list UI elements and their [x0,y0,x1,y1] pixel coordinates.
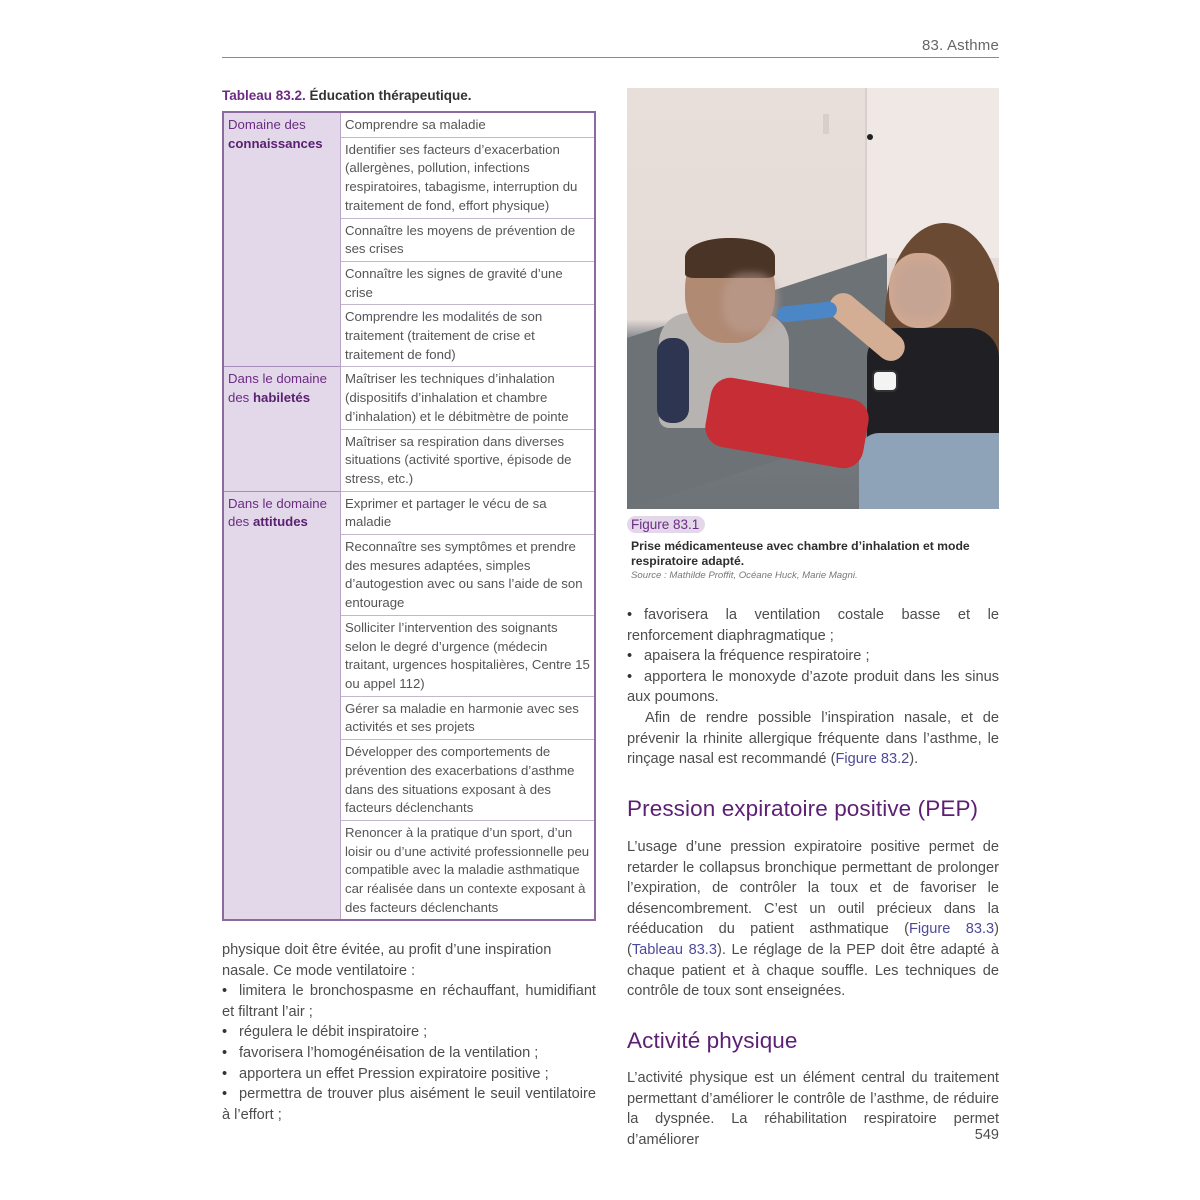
door-knob [867,134,873,140]
table-cell: Connaître les moyens de prévention de ses crises [341,218,596,261]
list-item: • favorisera l’homogénéisation de la ventilation ; [222,1043,596,1064]
table-row [223,112,595,137]
figure-caption: Prise médicamenteuse avec chambre d’inhalation et mode respiratoire adapté. [631,539,970,568]
table-number: Tableau 83.2. [222,88,306,103]
table-title [222,88,472,103]
list-item: • régulera le débit inspiratoire ; [222,1022,596,1043]
right-column-text [627,605,999,770]
bullet-icon: • [627,607,633,623]
table-cell: Reconnaître ses symptômes et prendre des mesures adaptées, simples d’autogestion avec ou sans l’aide de son entourage [341,535,596,616]
caregiver-jeans [859,433,999,509]
list-item: • permettra de trouver plus aisément le seuil ventilatoire à l’effort ; [222,1086,596,1123]
table-row [223,367,595,429]
list-item: • apaisera la fréquence respiratoire ; [627,646,999,667]
bullet-icon: • [222,1086,228,1103]
paragraph: Afin de rendre possible l’inspiration nasale, et de prévenir la rhinite allergique fréquente dans l’asthme, le rinçage nasal est recommandé (Figure 83.2). [627,709,999,768]
domain-cell-knowledge: Domaine des connaissances [223,112,341,367]
list-item: • limitera le bronchospasme en réchauffant, humidifiant et filtrant l’air ; [222,983,596,1020]
figure-label: Figure 83.1 [627,516,705,533]
table-cell: Renoncer à la pratique d’un sport, d’un loisir ou d’une activité professionnelle peu compatible avec la maladie asthmatique car réalisée dans un contexte exposant à des facteurs déclenchants [341,820,596,920]
header-rule [222,57,999,58]
bullet-icon: • [627,648,633,665]
education-table [222,111,596,921]
domain-cell-attitudes: Dans le domaine des attitudes [223,491,341,920]
table-cell: Identifier ses facteurs d’exacerbation (allergènes, pollution, infections respiratoires, tabagisme, interruption du traitement de fond, effort physique) [341,137,596,218]
child-hair [685,238,775,278]
bullet-icon: • [222,983,228,1000]
face-blur [893,260,949,320]
table-title-text: Éducation thérapeutique. [305,88,472,103]
table-cell: Exprimer et partager le vécu de sa maladie [341,491,596,534]
section-heading-pep: Pression expiratoire positive (PEP) [627,796,979,821]
bullet-icon: • [222,1065,228,1082]
watch [872,370,898,392]
bullet-icon: • [627,668,633,685]
table-cell: Maîtriser sa respiration dans diverses situations (activité sportive, épisode de stress, etc.) [341,429,596,491]
table-cell: Gérer sa maladie en harmonie avec ses activités et ses projets [341,696,596,739]
bullet-icon: • [222,1044,228,1061]
table-cell: Comprendre les modalités de son traitement (traitement de crise et traitement de fond) [341,305,596,367]
pep-paragraph: L’usage d’une pression expiratoire positive permet de retarder le collapsus bronchique permettant de prolonger l’expiration, de contrôler la toux et de favoriser le désencombrement. C’est un outil précieux dans la rééducation du patient asthmatique (Figure 83.3) (Tableau 83.3). Le réglage de la PEP doit être adapté à chaque patient et à chaque souffle. Les techniques de contrôle de toux sont enseignées. [627,839,999,1000]
figure-photo [627,88,999,509]
table-cell: Connaître les signes de gravité d’une crise [341,261,596,304]
table-cell: Maîtriser les techniques d’inhalation (dispositifs d’inhalation et chambre d’inhalation) et le débitmètre de pointe [341,367,596,429]
child-sleeve [657,338,689,423]
list-item: • favorisera la ventilation costale basse et le renforcement diaphragmatique ; [627,607,999,644]
paragraph: physique doit être évitée, au profit d’une inspiration nasale. Ce mode ventilatoire : [222,942,552,979]
light-switch [823,114,829,134]
section-heading-activity: Activité physique [627,1028,798,1053]
table-row [223,491,595,534]
list-item: • apportera un effet Pression expiratoire positive ; [222,1064,596,1085]
list-item: • apportera le monoxyde d’azote produit dans les sinus aux poumons. [627,668,999,706]
figure-source: Source : Mathilde Proffit, Océane Huck, Marie Magni. [631,570,858,581]
activity-paragraph: L’activité physique est un élément central du traitement permettant d’améliorer le contrôle de l’asthme, de réduire la dyspnée. La réhabilitation respiratoire permet d’améliorer [627,1070,999,1148]
table-cell: Développer des comportements de prévention des exacerbations d’asthme dans des situations exposant à des facteurs déclenchants [341,740,596,821]
face-blur [722,273,778,333]
table-link[interactable]: Tableau 83.3 [631,941,717,958]
table-cell: Solliciter l’intervention des soignants selon le degré d’urgence (médecin traitant, urgences hospitalières, Centre 15 ou appel 112) [341,615,596,696]
left-column-text [222,940,596,1125]
table-cell: Comprendre sa maladie [341,112,596,137]
figure-link[interactable]: Figure 83.3 [909,921,995,938]
running-head: 83. Asthme [921,37,999,54]
domain-cell-skills: Dans le domaine des habiletés [223,367,341,491]
figure-link[interactable]: Figure 83.2 [835,751,910,768]
bullet-icon: • [222,1024,228,1041]
page-number: 549 [974,1127,999,1143]
